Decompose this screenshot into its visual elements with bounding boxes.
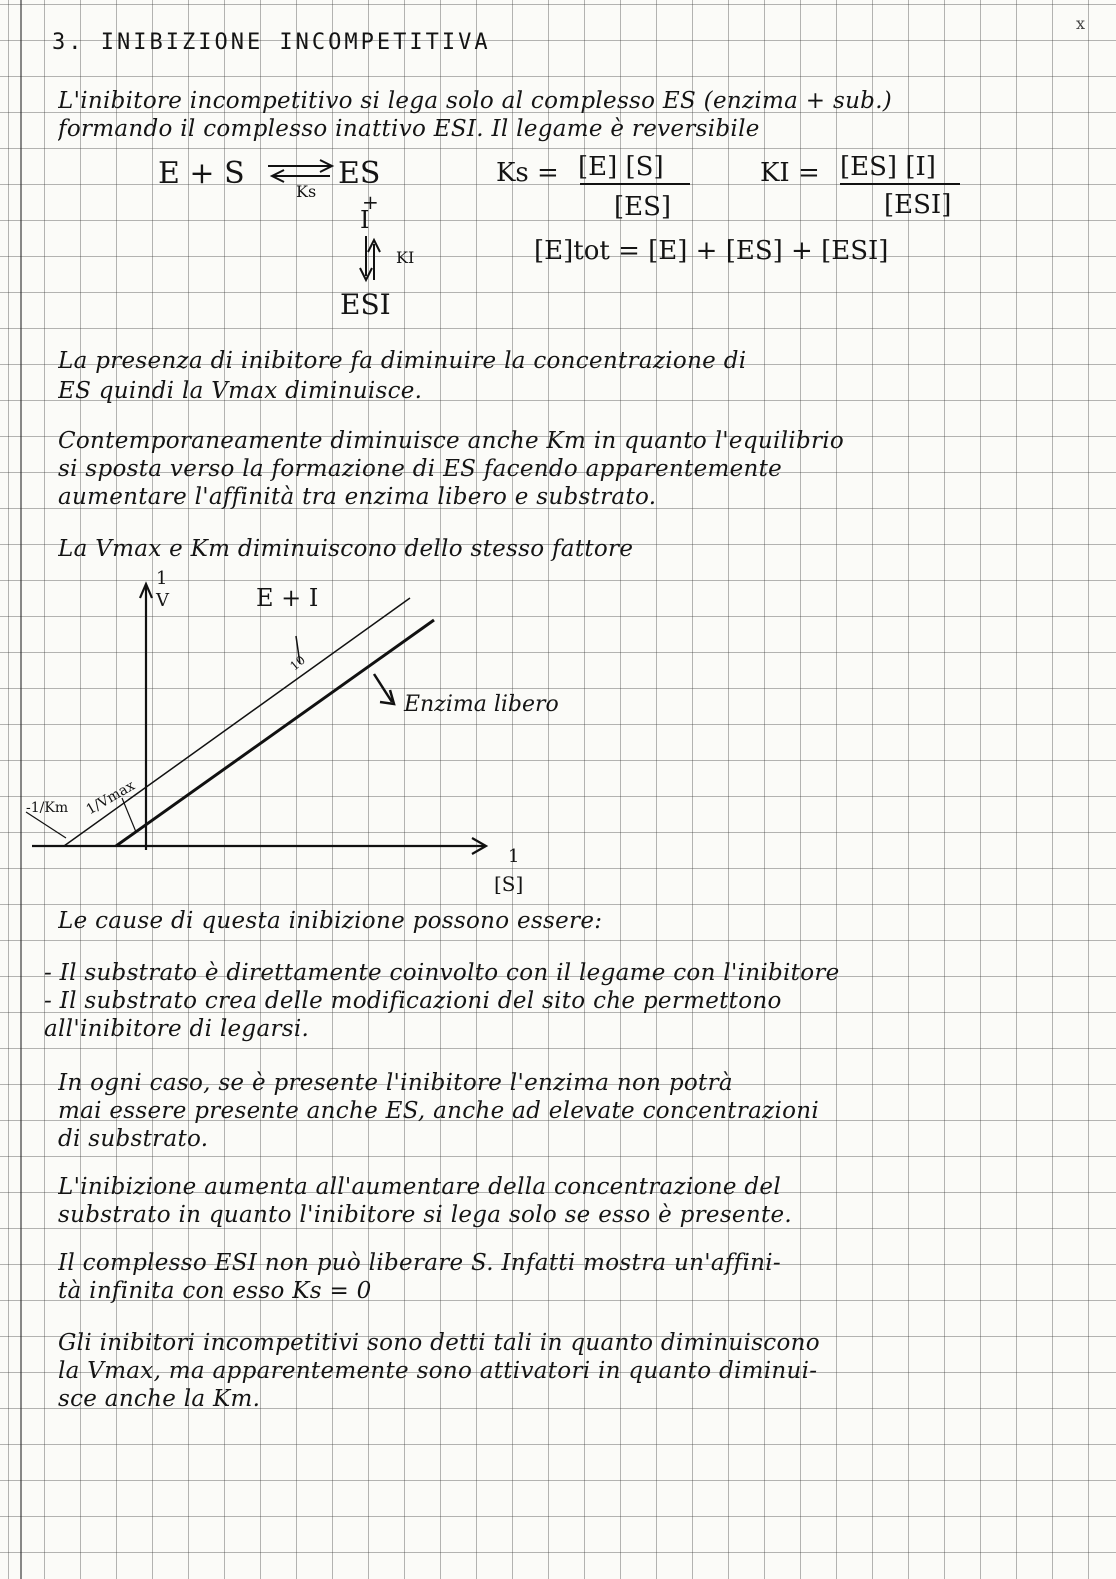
- cause-item-3: all'inibitore di legarsi.: [44, 1016, 310, 1042]
- para1-line-2: ES quindi la Vmax diminuisce.: [58, 378, 423, 404]
- scheme-right: ES: [338, 156, 381, 191]
- intro-line-1: L'inibitore incompetitivo si lega solo al complesso ES (enzima + sub.): [58, 88, 893, 114]
- x-axis-label-den: [S]: [494, 872, 524, 896]
- scheme-arrow-label: Ks: [296, 182, 317, 201]
- closing1-line-1: In ogni caso, se è presente l'inibitore l'enzima non potrà: [58, 1070, 733, 1096]
- scheme-product: ESI: [340, 288, 391, 321]
- y-axis-label-num: 1: [156, 568, 168, 589]
- closing3-line-1: Il complesso ESI non può liberare S. Infatti mostra un'affini-: [58, 1250, 781, 1276]
- inhibited-line-label: E + I: [256, 584, 319, 612]
- scheme-ki-label: KI: [396, 248, 415, 267]
- para2-line-3: aumentare l'affinità tra enzima libero e substrato.: [58, 484, 657, 510]
- closing2-line-2: substrato in quanto l'inibitore si lega solo se esso è presente.: [58, 1202, 793, 1228]
- page-title: 3. INIBIZIONE INCOMPETITIVA: [52, 30, 491, 55]
- cause-item-1: - Il substrato è direttamente coinvolto con il legame con l'inibitore: [44, 960, 840, 986]
- shift-mark: 10: [287, 652, 308, 674]
- ks-numerator: [E] [S]: [578, 152, 664, 182]
- closing2-line-1: L'inibizione aumenta all'aumentare della concentrazione del: [58, 1174, 781, 1200]
- ki-label: KI =: [760, 158, 820, 188]
- ks-denominator: [ES]: [614, 192, 672, 222]
- intro-line-2: formando il complesso inattivo ESI. Il legame è reversibile: [58, 116, 760, 142]
- para1-line-1: La presenza di inibitore fa diminuire la concentrazione di: [58, 348, 747, 374]
- para3-line-1: La Vmax e Km diminuiscono dello stesso fattore: [58, 536, 634, 562]
- scheme-left: E + S: [158, 156, 245, 191]
- x-axis-label-num: 1: [508, 846, 520, 867]
- cause-item-2: - Il substrato crea delle modificazioni del sito che permettono: [44, 988, 782, 1014]
- closing1-line-3: di substrato.: [58, 1126, 209, 1152]
- closing3-line-2: tà infinita con esso Ks = 0: [58, 1278, 372, 1304]
- y-axis-label-den: V: [156, 590, 169, 611]
- ks-label: Ks =: [496, 158, 559, 188]
- corner-mark: x: [1076, 14, 1086, 33]
- scheme-plus: +: [362, 190, 379, 214]
- para2-line-2: si sposta verso la formazione di ES facendo apparentemente: [58, 456, 783, 482]
- ki-numerator: [ES] [I]: [840, 152, 936, 182]
- causes-intro: Le cause di questa inibizione possono essere:: [58, 908, 603, 934]
- ki-denominator: [ESI]: [884, 190, 952, 220]
- closing1-line-2: mai essere presente anche ES, anche ad elevate concentrazioni: [58, 1098, 820, 1124]
- closing4-line-1: Gli inibitori incompetitivi sono detti tali in quanto diminuiscono: [58, 1330, 820, 1356]
- etot-equation: [E]tot = [E] + [ES] + [ESI]: [534, 236, 889, 266]
- scheme-inhibitor: I: [360, 206, 370, 234]
- para2-line-1: Contemporaneamente diminuisce anche Km in quanto l'equilibrio: [58, 428, 845, 454]
- closing4-line-2: la Vmax, ma apparentemente sono attivatori in quanto diminui-: [58, 1358, 818, 1384]
- free-enzyme-line-label: Enzima libero: [404, 692, 559, 717]
- y-intercept-label: 1/Vmax: [83, 777, 138, 819]
- x-intercept-label: -1/Km: [26, 800, 69, 816]
- closing4-line-3: sce anche la Km.: [58, 1386, 261, 1412]
